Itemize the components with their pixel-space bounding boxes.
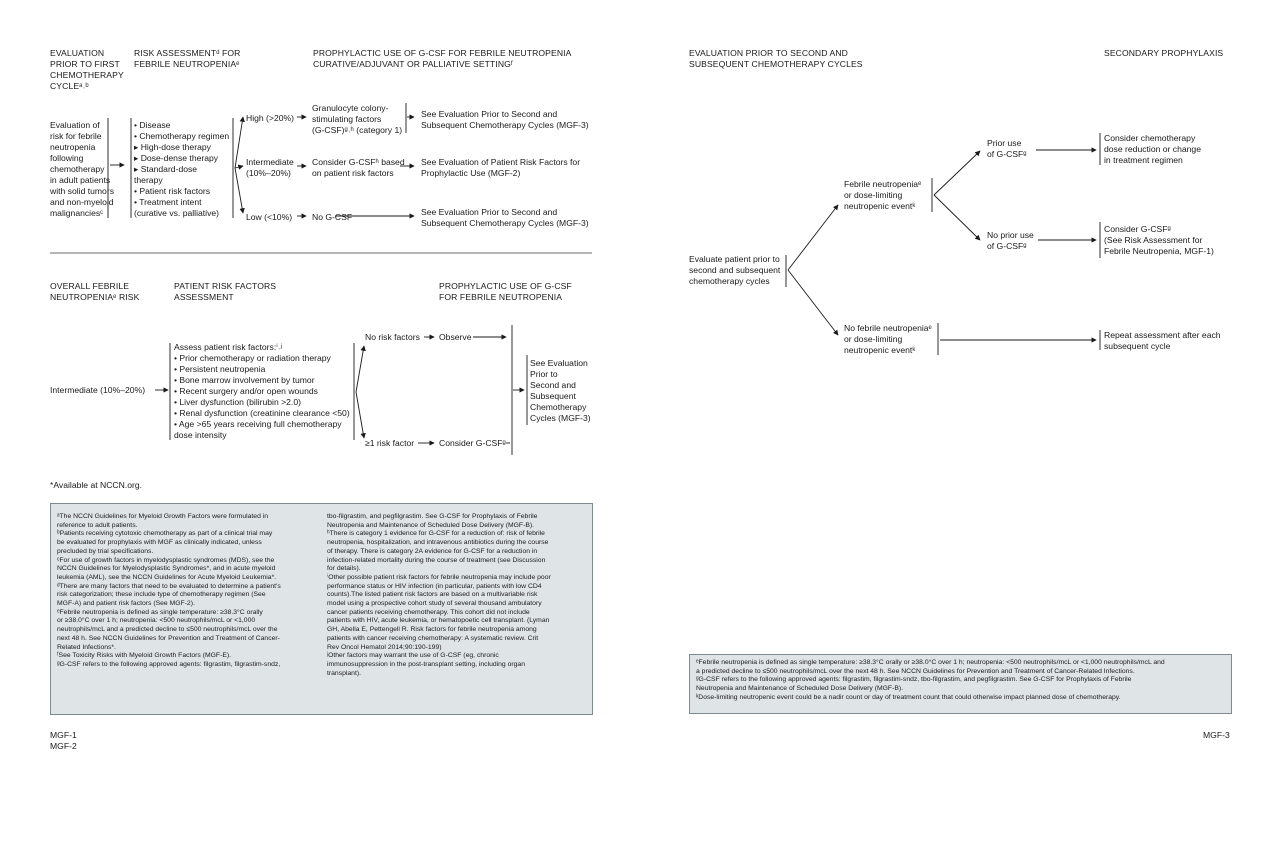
observe-label: Observe: [439, 332, 472, 342]
header-risk-assessment: RISK ASSESSMENTᵈ FOR FEBRILE NEUTROPENIAᵉ: [134, 48, 241, 69]
consider-gcsf-mgf1-link[interactable]: Consider G-CSFᵍ (See Risk Assessment for Febrile Neutropenia, MGF-1): [1104, 224, 1214, 256]
assess-risk-factors: Assess patient risk factors:ⁱ˒ʲ • Prior chemotherapy or radiation therapy • Persistent neutropenia • Bone marrow involvement by tumor • Recent surgery and/or open wounds • Liver dysfunction (bilirubin >2.0) • Renal dysfunction (creatinine clearance <50) • Age >65 years receiving full chemotherapy dose intensity: [174, 342, 350, 440]
footnotes-box-left: [50, 503, 593, 715]
header-overall-risk: OVERALL FEBRILE NEUTROPENIAᵉ RISK: [50, 281, 140, 302]
level-low: Low (<10%): [246, 212, 293, 222]
footnotes-box-right: [689, 654, 1232, 714]
arrow-to-high: [235, 117, 243, 168]
febrile-event: Febrile neutropeniaᵉ or dose-limiting neutropenic eventᵏ: [844, 179, 922, 211]
no-prior-use-gcsf: No prior use of G-CSFᵍ: [987, 230, 1034, 251]
page-labels-left: MGF-1 MGF-2: [50, 730, 77, 751]
header-prophylactic-use: PROPHYLACTIC USE OF G-CSF FOR FEBRILE NEUTROPENIA CURATIVE/ADJUVANT OR PALLIATIVE SETTINGᶠ: [313, 48, 572, 69]
risk-factor-list: • Disease • Chemotherapy regimen ▸ High-dose therapy ▸ Dose-dense therapy ▸ Standard-dose therapy • Patient risk factors • Treatment intent (curative vs. palliative): [134, 120, 230, 218]
evaluate-patient: Evaluate patient prior to second and subsequent chemotherapy cycles: [689, 254, 781, 286]
see-eval-link[interactable]: See Evaluation Prior to Second and Subsequent Chemotherapy Cycles (MGF-3): [530, 358, 591, 423]
page-label-mgf3: MGF-3: [1203, 730, 1230, 740]
repeat-assessment: Repeat assessment after each subsequent cycle: [1104, 330, 1221, 351]
no-risk-factors: No risk factors: [365, 332, 420, 342]
action-intermediate: Consider G-CSFʰ based on patient risk factors: [312, 157, 405, 178]
header-secondary-prophylaxis: SECONDARY PROPHYLAXIS: [1104, 48, 1224, 58]
consider-gcsf: Consider G-CSFᵍ: [439, 438, 506, 448]
header-prophylactic-gcsf: PROPHYLACTIC USE OF G-CSF FOR FEBRILE NEUTROPENIA: [439, 281, 572, 302]
header-eval-second: EVALUATION PRIOR TO SECOND AND SUBSEQUENT CHEMOTHERAPY CYCLES: [689, 48, 863, 69]
eval-risk-box: Evaluation of risk for febrile neutropenia following chemotherapy in adult patients with solid tumors and non-myeloid malignanciesᶜ: [50, 120, 114, 218]
action-low: No G-CSF: [312, 212, 353, 222]
intermediate-risk-label: Intermediate (10%–20%): [50, 385, 146, 395]
level-high: High (>20%): [246, 113, 295, 123]
arrow-to-intermediate: [235, 166, 243, 168]
footnotes-right: ᵉFebrile neutropenia is defined as single temperature: ≥38.3°C orally or ≥38.0°C over 1 h; neutropenia: <500 neutrophils/mcL or <1,000 neutrophils/mcL and a predicted decline to ≤500 neutrophils/mcL over the next 48 h. See NCCN Guidelines for Prevention and Treatment of Cancer-Related Infections. ᵍG-CSF refers to the following approved agents: filgrastim, filgrastim-sndz, tbo-filgrastim, and pegfilgrastim. See G-CSF for Prophylaxis of Febrile Neutropenia and Maintenance of Scheduled Dose Delivery (MGF-B). ᵏDose-limiting neutropenic event could be a nadir count or day of treatment count that could otherwise impact planned dose of chemotherapy.: [696, 659, 1165, 701]
action-high: Granulocyte colony- stimulating factors (G-CSF)ᵍ˒ʰ (category 1): [312, 103, 403, 135]
prior-use-gcsf: Prior use of G-CSFᵍ: [987, 138, 1027, 159]
outcome-intermediate-link[interactable]: See Evaluation of Patient Risk Factors for Prophylactic Use (MGF-2): [421, 157, 581, 178]
one-risk-factor: ≥1 risk factor: [365, 438, 415, 448]
no-febrile-event: No febrile neutropeniaᵉ or dose-limiting neutropenic eventᵏ: [844, 323, 932, 355]
header-eval-first-cycle: EVALUATION PRIOR TO FIRST CHEMOTHERAPY CYCLEᵃ˒ᵇ: [50, 48, 124, 91]
arrow-to-low: [235, 168, 243, 213]
outcome-low-link[interactable]: See Evaluation Prior to Second and Subsequent Chemotherapy Cycles (MGF-3): [421, 207, 589, 228]
outcome-high-link[interactable]: See Evaluation Prior to Second and Subsequent Chemotherapy Cycles (MGF-3): [421, 109, 589, 130]
header-patient-risk: PATIENT RISK FACTORS ASSESSMENT: [174, 281, 277, 302]
available-note: *Available at NCCN.org.: [50, 480, 143, 490]
level-intermediate: Intermediate (10%–20%): [246, 157, 294, 178]
footnotes-col2: tbo-filgrastim, and pegfilgrastim. See G-CSF for Prophylaxis of Febrile Neutropenia and Maintenance of Scheduled Dose Delivery (MGF-B). ʰThere is category 1 evidence for G-CSF for a reduction of: risk of febrile neutropenia, hospitalization, and intravenous antibiotics during the course of therapy. There is category 2A evidence for G-CSF for a reduction in infection-related mortality during the course of treatment (see Discussion for details). ⁱOther possible patient risk factors for febrile neutropenia may include poor performance status or HIV infection (in particular, patients with low CD4 counts).The listed patient risk factors are based on a multivariable risk model using a prospective cohort study of several thousand ambulatory cancer patients receiving chemotherapy. This cohort did not include patients with HIV, acute leukemia, or hematopoetic cell transplant. (Lyman GH, Abella E, Pettengell R. Risk factors for febrile neutropenia among patients with cancer receiving chemotherapy: A systematic review. Crit Rev Oncol Hematol 2014;90:190-199) ʲOther factors may warrant the use of G-CSF (eg, chronic immunosuppression in the post-transplant setting, including organ transplant).: [327, 513, 551, 677]
footnotes-col1: ᵃThe NCCN Guidelines for Myeloid Growth Factors were formulated in reference to adult patients. ᵇPatients receiving cytotoxic chemotherapy as part of a clinical trial may be evaluated for prophylaxis with MGF as clinically indicated, unless precluded by trial specifications. ᶜFor use of growth factors in myelodysplastic syndromes (MDS), see the NCCN Guidelines for Myelodysplastic Syndromes*, and in acute myeloid leukemia (AML), see the NCCN Guidelines for Acute Myeloid Leukemia*. ᵈThere are many factors that need to be evaluated to determine a patient's risk categorization; these include type of chemotherapy regimen (See MGF-A) and patient risk factors (See MGF-2). ᵉFebrile neutropenia is defined as single temperature: ≥38.3°C orally or ≥38.0°C over 1 h; neutropenia: <500 neutrophils/mcL or <1,000 neutrophils/mcL and a predicted decline to ≤500 neutrophils/mcL over the next 48 h. See NCCN Guidelines for Prevention and Treatment of Cancer- Related Infections*. ᶠSee Toxicity Risks with Myeloid Growth Factors (MGF-E). ᵍG-CSF refers to the following approved agents: filgrastim, filgrastim-sndz,: [57, 513, 281, 668]
consider-dose-reduction: Consider chemotherapy dose reduction or change in treatment regimen: [1104, 133, 1201, 165]
